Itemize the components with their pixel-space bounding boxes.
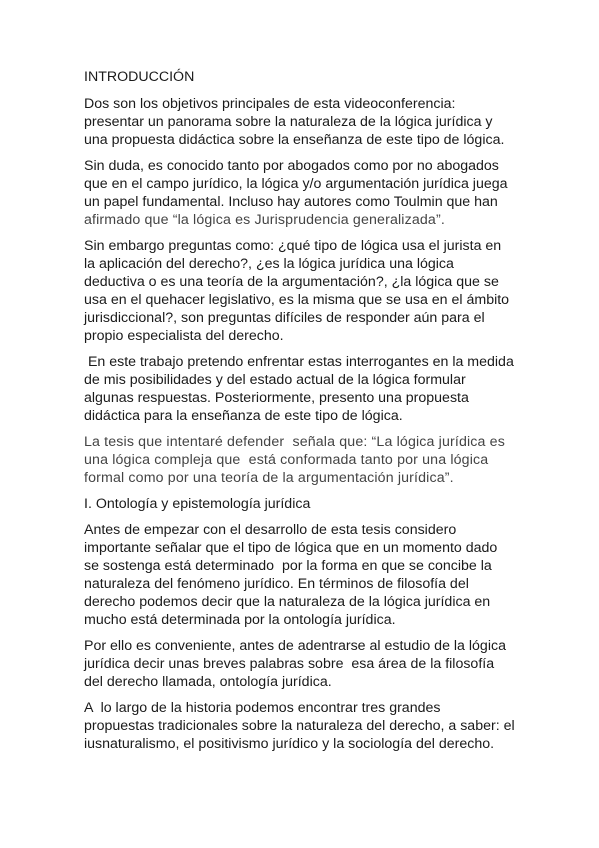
paragraph-line: una lógica compleja que está conformada tanto por una lógica [84, 452, 489, 468]
paragraph-line: Por ello es conveniente, antes de adentrarse al estudio de la lógica [84, 638, 506, 654]
paragraph-line: algunas respuestas. Posteriormente, presento una propuesta [84, 390, 469, 406]
paragraph-line: mucho está determinada por la ontología jurídica. [84, 612, 396, 628]
paragraph-line: afirmado que “la lógica es Jurisprudencia generalizada”. [84, 212, 445, 228]
paragraph-traditions [84, 699, 524, 753]
paragraph-line: naturaleza del fenómeno jurídico. En términos de filosofía del [84, 576, 469, 592]
section-heading: I. Ontología y epistemología jurídica [84, 496, 311, 512]
paragraph-line: Sin duda, es conocido tanto por abogados como por no abogados [84, 158, 499, 174]
paragraph-line: de mis posibilidades y del estado actual de la lógica formular [84, 372, 466, 388]
paragraph-line: un papel fundamental. Incluso hay autores como Toulmin que han [84, 194, 498, 210]
paragraph-line: usa en el quehacer legislativo, es la misma que se usa en el ámbito [84, 292, 510, 308]
paragraph-questions [84, 237, 524, 345]
paragraph-line: Dos son los objetivos principales de esta videoconferencia: [84, 96, 456, 112]
paragraph-line: didáctica para la enseñanza de este tipo de lógica. [84, 408, 403, 424]
paragraph-line: se sostenga está determinado por la forma en que se concibe la [84, 558, 492, 574]
paragraph-line: presentar un panorama sobre la naturaleza de la lógica jurídica y [84, 114, 493, 130]
paragraph-line: formal como por una teoría de la argumentación jurídica”. [84, 470, 454, 486]
paragraph-line: del derecho llamada, ontología jurídica. [84, 674, 332, 690]
paragraph-purpose [84, 353, 524, 425]
paragraph-line: importante señalar que el tipo de lógica que en un momento dado [84, 540, 498, 556]
paragraph-line: Sin embargo preguntas como: ¿qué tipo de lógica usa el jurista en [84, 238, 502, 254]
paragraph-ontology-convenience [84, 637, 524, 691]
paragraph-line: deductiva o es una teoría de la argumentación?, ¿la lógica que se [84, 274, 499, 290]
paragraph-line: propuestas tradicionales sobre la naturaleza del derecho, a saber: el [84, 718, 515, 734]
paragraph-line: A lo largo de la historia podemos encontrar tres grandes [84, 700, 441, 716]
paragraph-line: la aplicación del derecho?, ¿es la lógica jurídica una lógica [84, 256, 454, 272]
paragraph-ontology-intro [84, 521, 524, 629]
paragraph-line: una propuesta didáctica sobre la enseñanza de este tipo de lógica. [84, 132, 505, 148]
paragraph-thesis [84, 433, 524, 487]
paragraph-objectives [84, 95, 524, 149]
page-title: INTRODUCCIÓN [84, 69, 195, 85]
paragraph-context [84, 157, 524, 229]
paragraph-line: propio especialista del derecho. [84, 328, 284, 344]
paragraph-line: La tesis que intentaré defender señala que: “La lógica jurídica es [84, 434, 505, 450]
document-body [84, 68, 524, 761]
paragraph-line: Antes de empezar con el desarrollo de esta tesis considero [84, 522, 457, 538]
paragraph-line: jurídica decir unas breves palabras sobre esa área de la filosofía [84, 656, 495, 672]
paragraph-line: En este trabajo pretendo enfrentar estas interrogantes en la medida [84, 354, 514, 370]
paragraph-line: que en el campo jurídico, la lógica y/o argumentación jurídica juega [84, 176, 508, 192]
paragraph-line: iusnaturalismo, el positivismo jurídico y la sociología del derecho. [84, 736, 495, 752]
paragraph-line: derecho podemos decir que la naturaleza de la lógica jurídica en [84, 594, 491, 610]
paragraph-line: jurisdiccional?, son preguntas difíciles de responder aún para el [84, 310, 485, 326]
